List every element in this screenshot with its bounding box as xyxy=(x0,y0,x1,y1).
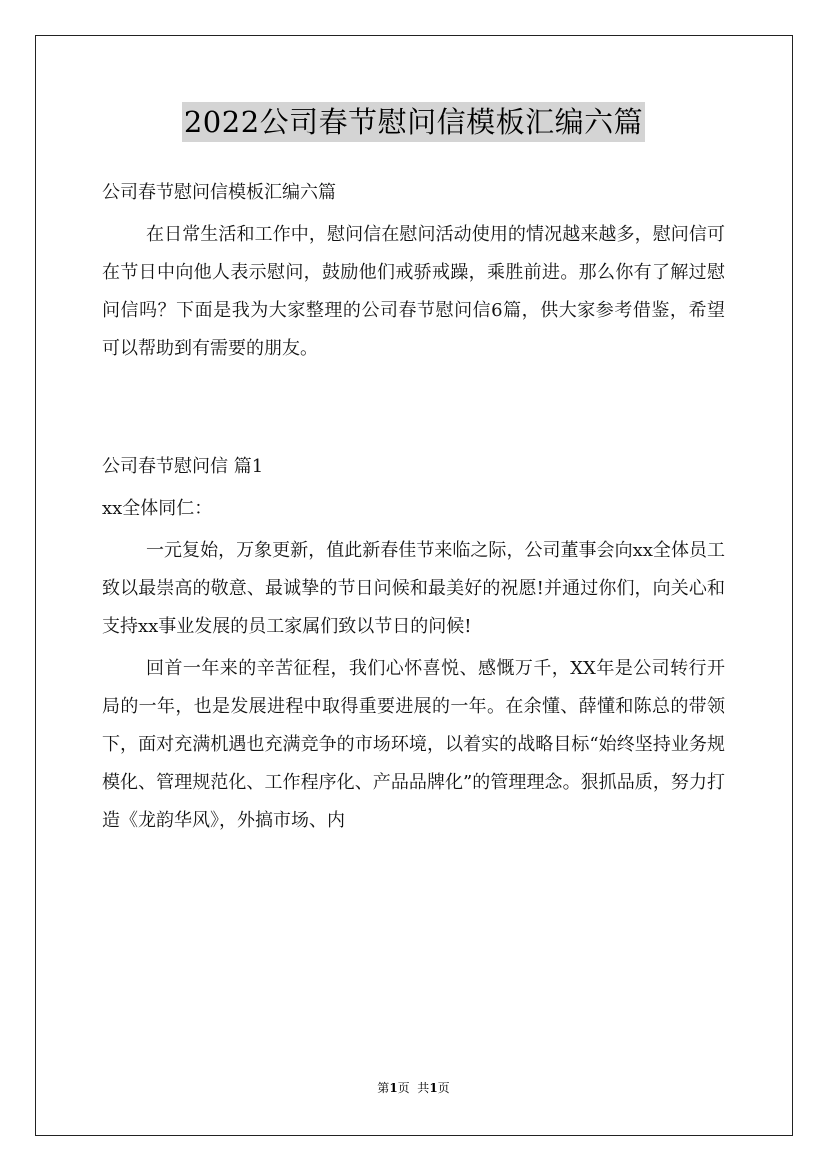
page-label-mid: 页 共 xyxy=(397,1081,430,1095)
body-paragraph: 回首一年来的辛苦征程，我们心怀喜悦、感慨万千，XX年是公司转行开局的一年，也是发展进程中取得重要进展的一年。在余懂、薛懂和陈总的带领下，面对充满机遇也充满竞争的市场环境，以着实的战略目标“始终坚持业务规模化、管理规范化、工作程序化、产品品牌化”的管理理念。狠抓品质，努力打造《龙韵华风》，外搞市场、内 xyxy=(102,658,725,831)
page-label-prefix: 第 xyxy=(377,1081,390,1095)
intro-heading: 公司春节慰问信模板汇编六篇 xyxy=(102,182,336,203)
page-footer xyxy=(0,1080,827,1096)
page-label-suffix: 页 xyxy=(437,1081,450,1095)
spacer xyxy=(102,368,725,448)
salutation: xx全体同仁： xyxy=(102,498,213,519)
section-heading: 公司春节慰问信 篇1 xyxy=(102,456,264,477)
body-paragraph: 一元复始，万象更新，值此新春佳节来临之际，公司董事会向xx全体员工致以最崇高的敬意、最诚挚的节日问候和最美好的祝愿!并通过你们，向关心和支持xx事业发展的员工家属们致以节日的问候! xyxy=(102,540,725,637)
document-title: 2022公司春节慰问信模板汇编六篇 xyxy=(182,102,645,142)
page-total-number: 1 xyxy=(429,1081,438,1095)
page-current-number: 1 xyxy=(389,1081,398,1095)
intro-paragraph: 在日常生活和工作中，慰问信在慰问活动使用的情况越来越多，慰问信可在节日中向他人表示慰问，鼓励他们戒骄戒躁，乘胜前进。那么你有了解过慰问信吗？下面是我为大家整理的公司春节慰问信6篇，供大家参考借鉴，希望可以帮助到有需要的朋友。 xyxy=(102,224,725,359)
title-container xyxy=(0,102,827,142)
document-body xyxy=(102,174,725,840)
